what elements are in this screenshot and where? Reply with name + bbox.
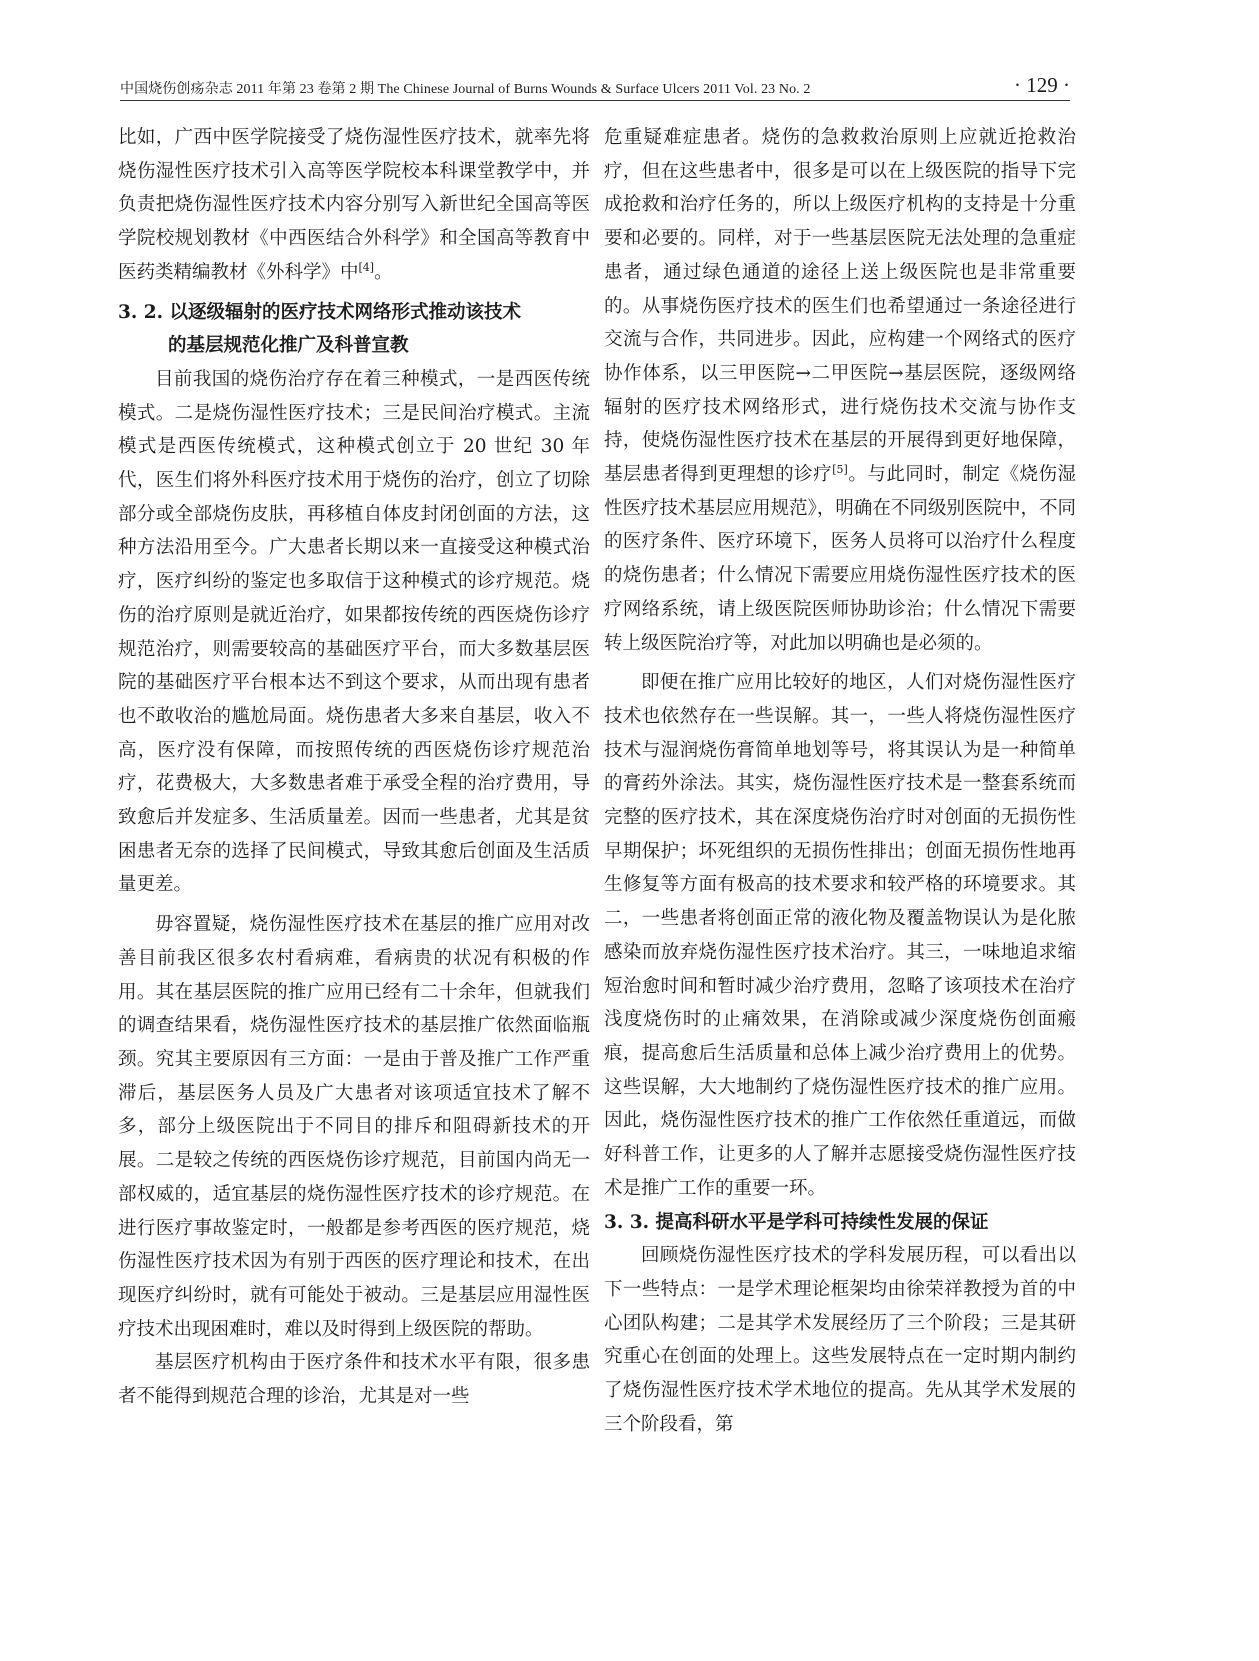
right-column [604,121,1076,1441]
running-title: 中国烧伤创疡杂志 2011 年第 23 卷第 2 期 The Chinese Journal of Burns Wounds & Surface Ulcers 2011 Vol. 23 No. 2 [120,82,811,97]
paragraph-cont: 。与此同时，制定《烧伤湿性医疗技术基层应用规范》，明确在不同级别医院中，不同的医疗条件、医疗环境下，医务人员将可以治疗什么程度的烧伤患者；什么情况下需要应用烧伤湿性医疗技术的医疗网络系统，请上级医院医师协助诊治；什么情况下需要转上级医院治疗等，对此加以明确也是必须的。 [604,464,1076,654]
citation-ref: [4] [358,260,375,274]
paragraph: 回顾烧伤湿性医疗技术的学科发展历程，可以看出以下一些特点：一是学术理论框架均由徐荣祥教授为首的中心团队构建；二是其学术发展经历了三个阶段；三是其研究重心在创面的处理上。这些发展特点在一定时期内制约了烧伤湿性医疗技术学术地位的提高。先从其学术发展的三个阶段看，第 [604,1245,1076,1435]
paragraph: 目前我国的烧伤治疗存在着三种模式，一是西医传统模式。二是烧伤湿性医疗技术；三是民间治疗模式。主流模式是西医传统模式，这种模式创立于 20 世纪 30 年代，医生们将外科医疗技术用于烧伤的治疗，创立了切除部分或全部烧伤皮肤，再移植自体皮封闭创面的方法，这种方法沿用至今。广大患者长期以来一直接受这种模式治疗，医疗纠纷的鉴定也多取信于这种模式的诊疗规范。烧伤的治疗原则是就近治疗，如果都按传统的西医烧伤诊疗规范治疗，则需要较高的基础医疗平台，而大多数基层医院的基础医疗平台根本达不到这个要求，从而出现有患者也不敢收治的尴尬局面。烧伤患者大多来自基层，收入不高，医疗没有保障，而按照传统的西医烧伤诊疗规范治疗，花费极大，大多数患者难于承受全程的治疗费用，导致愈后并发症多、生活质量差。因而一些患者，尤其是贫困患者无奈的选择了民间模式，导致其愈后创面及生活质量更差。 [118,368,590,896]
section-title: 提高科研水平是学科可持续性发展的保证 [655,1211,989,1233]
paragraph-text: 危重疑难症患者。烧伤的急救救治原则上应就近抢救治疗，但在这些患者中，很多是可以在上级医院的指导下完成抢救和治疗任务的，所以上级医疗机构的支持是十分重要和必要的。同样，对于一些基层医院无法处理的急重症患者，通过绿色通道的途径上送上级医院也是非常重要的。从事烧伤医疗技术的医生们也希望通过一条途径进行交流与合作，共同进步。因此，应构建一个网络式的医疗协作体系，以三甲医院→二甲医院→基层医院，逐级网络辐射的医疗技术网络形式，进行烧伤技术交流与协作支持，使烧伤湿性医疗技术在基层的开展得到更好地保障，基层患者得到更理想的诊疗 [604,127,1076,486]
header-rule [120,100,1070,101]
left-column [118,121,590,1414]
paragraph [118,121,590,290]
section-number: 3. 2. [118,301,164,323]
running-header [120,73,1070,106]
paragraph: 即便在推广应用比较好的地区，人们对烧伤湿性医疗技术也依然存在一些误解。其一，一些人将烧伤湿性医疗技术与湿润烧伤膏简单地划等号，将其误认为是一种简单的膏药外涂法。其实，烧伤湿性医疗技术是一整套系统而完整的医疗技术，其在深度烧伤治疗时对创面的无损伤性早期保护；坏死组织的无损伤性排出；创面无损伤性地再生修复等方面有极高的技术要求和较严格的环境要求。其二，一些患者将创面正常的液化物及覆盖物误认为是化脓感染而放弃烧伤湿性医疗技术治疗。其三，一味地追求缩短治愈时间和暂时减少治疗费用，忽略了该项技术在治疗浅度烧伤时的止痛效果，在消除或减少深度烧伤创面瘢痕，提高愈后生活质量和总体上减少治疗费用上的优势。这些误解，大大地制约了烧伤湿性医疗技术的推广应用。因此，烧伤湿性医疗技术的推广工作依然任重道远，而做好科普工作，让更多的人了解并志愿接受烧伤湿性医疗技术是推广工作的重要一环。 [604,672,1076,1199]
paragraph: 毋容置疑，烧伤湿性医疗技术在基层的推广应用对改善目前我区很多农村看病难，看病贵的状况有积极的作用。其在基层医院的推广应用已经有二十余年，但就我们的调查结果看，烧伤湿性医疗技术的基层推广依然面临瓶颈。究其主要原因有三方面：一是由于普及推广工作严重滞后，基层医务人员及广大患者对该项适宜技术了解不多，部分上级医院出于不同目的排斥和阻碍新技术的开展。二是较之传统的西医烧伤诊疗规范，目前国内尚无一部权威的，适宜基层的烧伤湿性医疗技术的诊疗规范。在进行医疗事故鉴定时，一般都是参考西医的医疗规范，烧伤湿性医疗技术因为有别于西医的医疗理论和技术，在出现医疗纠纷时，就有可能处于被动。三是基层应用湿性医疗技术出现困难时，难以及时得到上级医院的帮助。 [118,914,590,1340]
section-heading [604,1206,1076,1240]
section-title-line2: 的基层规范化推广及科普宣教 [168,335,409,357]
section-title-line1: 以逐级辐射的医疗技术网络形式推动该技术 [169,301,522,323]
paragraph [604,121,1076,660]
page-number: · 129 · [1014,73,1070,97]
citation-ref: [5] [832,462,848,476]
section-heading [118,296,590,363]
paragraph: 基层医疗机构由于医疗条件和技术水平有限，很多患者不能得到规范合理的诊治，尤其是对一些 [118,1352,590,1408]
section-number: 3. 3. [604,1211,650,1233]
paragraph-text: 比如，广西中医学院接受了烧伤湿性医疗技术，就率先将烧伤湿性医疗技术引入高等医学院校本科课堂教学中，并负责把烧伤湿性医疗技术内容分别写入新世纪全国高等医学院校规划教材《中西医结合外科学》和全国高等教育中医药类精编教材《外科学》中 [118,127,590,283]
paragraph-end: 。 [374,261,393,283]
